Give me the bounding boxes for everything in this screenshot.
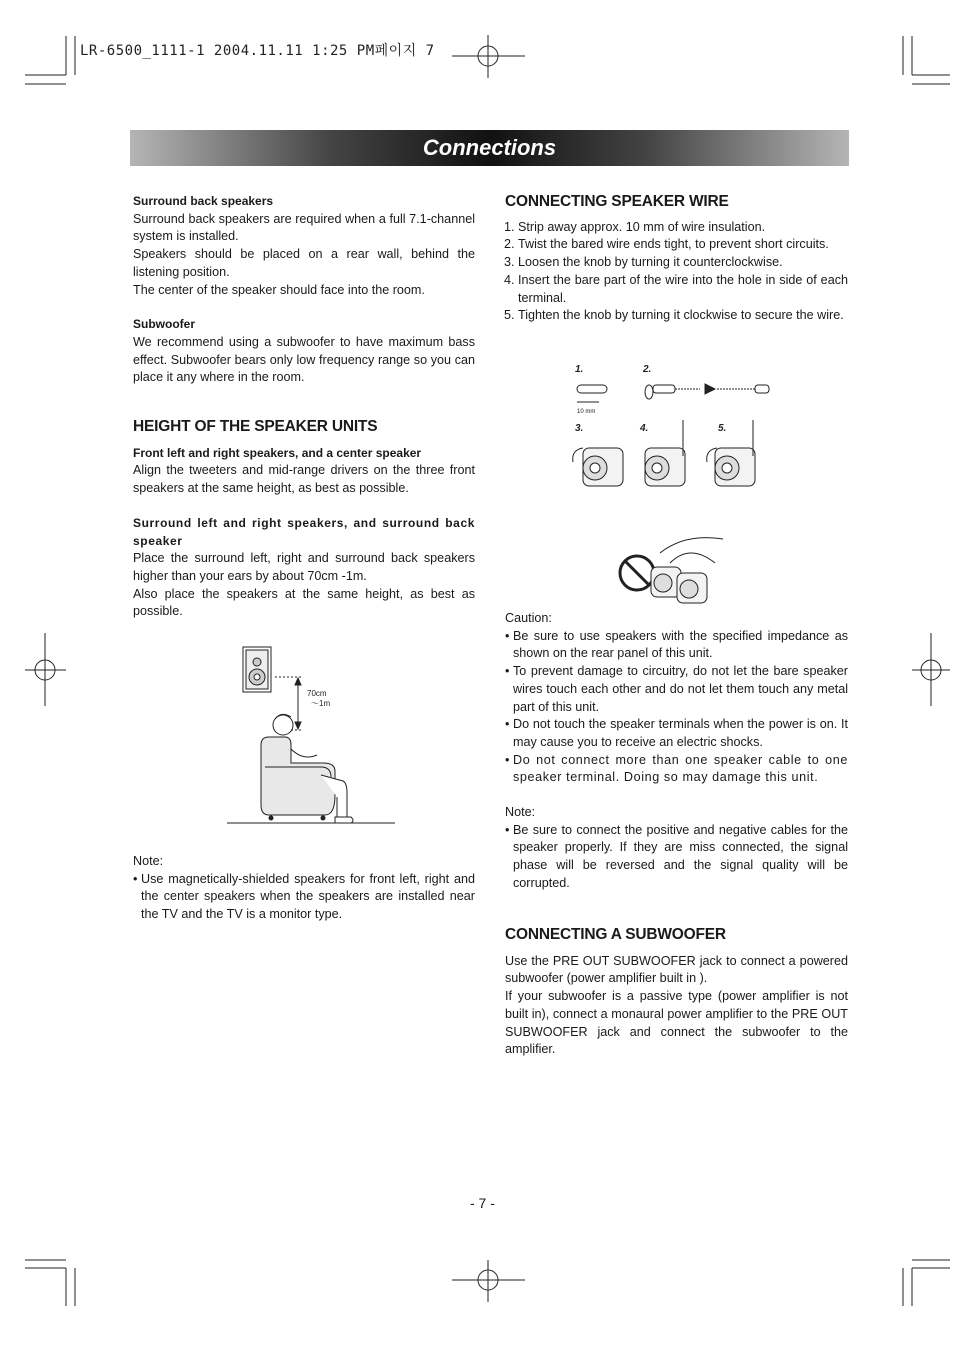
fig-label-3: 3. [575, 423, 584, 434]
subwoofer-connect-heading: CONNECTING A SUBWOOFER [505, 926, 726, 943]
fig-label-4: 4. [640, 423, 649, 434]
right-column [505, 193, 848, 325]
page-title: Connections [422, 135, 557, 160]
subwoofer-section [505, 926, 848, 1059]
caution-item: • To prevent damage to circuitry, do not let the bare speaker wires touch each other and do not let them touch any metal part of this unit. [513, 663, 848, 716]
surround-back-heading: Surround back speakers [133, 194, 274, 208]
right-note-item: • Be sure to connect the positive and negative cables for the speaker properly. If they are miss connected, the signal phase will be reversed and the signal quality will be corrupted. [513, 822, 848, 893]
caution-label: Caution: [505, 611, 552, 625]
caution-item: • Do not connect more than one speaker cable to one speaker terminal. Doing so may damage this unit. [513, 752, 848, 787]
height-label-1m: ～1m [311, 699, 331, 708]
surround-back-p3: The center of the speaker should face into the room. [133, 282, 425, 297]
front-speakers-p: Align the tweeters and mid-range drivers on the three front speakers at the same height, as best as possible. [133, 463, 475, 496]
file-stamp: LR-6500_1111-1 2004.11.11 1:25 PM페이지 7 [80, 43, 435, 59]
subwoofer-p1: We recommend using a subwoofer to have maximum bass effect. Subwoofer bears only low frequency range so you can place it any where in the room. [133, 334, 475, 385]
speaker-height-illustration [225, 645, 397, 827]
caution-item: • Do not touch the speaker terminals when the power is on. It may cause you to receive an electric shocks. [513, 716, 848, 751]
subwoofer-connect-p2: If your subwoofer is a passive type (power amplifier is not built in), connect a monaural power amplifier to the PRE OUT SUBWOOFER jack and connect the subwoofer to the amplifier. [505, 989, 848, 1057]
fig-label-5: 5. [718, 423, 727, 434]
fig-label-1: 1. [575, 364, 584, 375]
left-column [133, 193, 475, 621]
subwoofer-heading: Subwoofer [133, 317, 195, 332]
wire-step: 5. Tighten the knob by turning it clockwise to secure the wire. [518, 307, 848, 325]
wire-step: 4. Insert the bare part of the wire into the hole in side of each terminal. [518, 272, 848, 307]
wire-step: 1. Strip away approx. 10 mm of wire insulation. [518, 219, 848, 237]
fig-label-2: 2. [643, 364, 652, 375]
caution-item: • Be sure to use speakers with the specified impedance as shown on the rear panel of this unit. [513, 628, 848, 663]
wire-connection-illustration [565, 360, 775, 500]
caution-block [505, 610, 848, 893]
title-bar [130, 130, 849, 166]
subwoofer-connect-p1: Use the PRE OUT SUBWOOFER jack to connect a powered subwoofer (power amplifier built in ). [505, 953, 848, 986]
right-note-label: Note: [505, 805, 536, 820]
wire-step: 3. Loosen the knob by turning it counterclockwise. [518, 254, 848, 272]
height-heading: HEIGHT OF THE SPEAKER UNITS [133, 418, 378, 436]
front-speakers-heading: Front left and right speakers, and a center speaker [133, 445, 422, 460]
surround-speakers-p2: Also place the speakers at the same height, as best as possible. [133, 586, 475, 619]
surround-speakers-p1: Place the surround left, right and surround back speakers higher than your ears by about 70cm -1m. [133, 551, 475, 583]
prohibited-illustration [615, 533, 725, 608]
left-note-item: • Use magnetically-shielded speakers for front left, right and the center speakers when the speakers are installed near the TV and the TV is a monitor type. [141, 871, 475, 924]
surround-speakers-heading: Surround left and right speakers, and surround back speaker [133, 515, 475, 548]
wire-heading: CONNECTING SPEAKER WIRE [505, 193, 729, 210]
surround-back-p1: Surround back speakers are required when a full 7.1-channel system is installed. [133, 211, 475, 244]
left-note [133, 853, 475, 924]
height-label-70cm: 70cm [307, 689, 327, 698]
left-note-label: Note: [133, 854, 164, 868]
page-number: - 7 - [470, 1195, 495, 1211]
wire-steps [505, 219, 848, 325]
fig-10mm-label: 10 mm [577, 409, 596, 415]
wire-step: 2. Twist the bared wire ends tight, to prevent short circuits. [518, 236, 848, 254]
surround-back-p2: Speakers should be placed on a rear wall, behind the listening position. [133, 247, 475, 279]
